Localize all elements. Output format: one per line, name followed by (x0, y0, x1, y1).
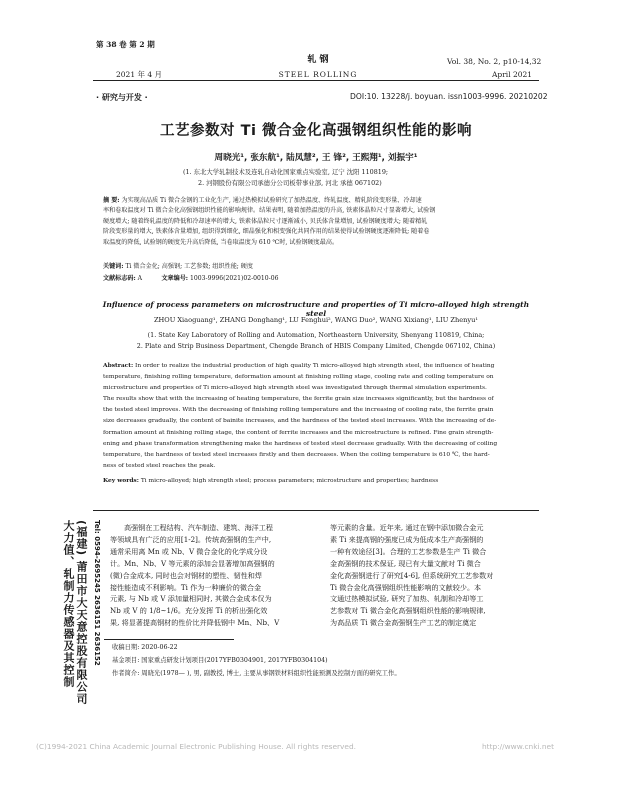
sidebar-advert-line-1: 大力值、轧制力传感器及其控制 (62, 520, 75, 688)
clc-label: 文献标志码: (103, 275, 136, 282)
abstract-cn-line: 为实现高品质 Ti 微合金钢的工业化生产, 通过热模拟试验研究了加热温度、终轧温度、精轧阶段变形量、冷却速 (121, 197, 422, 204)
keywords-en (103, 476, 533, 486)
keywords-en-text: Ti micro-alloyed; high strength steel; process parameters; microstructure and properties; hardness (140, 478, 439, 484)
abstract-divider (93, 510, 539, 511)
journal-title-cn: 轧 钢 (307, 55, 329, 65)
body-line: 为高品质 Ti 微合金高强钢生产工艺的制定奠定 (330, 618, 477, 628)
body-line: 计。Mn、Nb、V 等元素的添加会显著增加高强钢的 (110, 558, 275, 568)
clc-value: A (137, 275, 143, 282)
body-column-right (330, 522, 542, 629)
classification-line (103, 274, 533, 284)
abstract-cn (103, 196, 533, 248)
paper-title-en: Influence of process parameters on microstructure and properties of Ti micro-alloyed high strength steel (102, 300, 530, 318)
body-line: 金化高强钢进行了研究[4-6], 但系统研究工艺参数对 (330, 570, 494, 580)
abstract-en-line: ness of tested steel reaches the peak. (103, 462, 216, 469)
journal-title-en: STEEL ROLLING (278, 70, 358, 79)
article-no-label: 文章编号: (161, 275, 189, 282)
affiliation-cn-2: 2. 河钢股份有限公司承德分公司板带事业部, 河北 承德 067102) (198, 179, 382, 187)
body-line: (微)合金成本, 同时也会对钢材的塑性、韧性和焊 (110, 570, 262, 580)
body-line: 果, 将显著提高钢材的性价比并降低钢中 Mn、Nb、V (110, 618, 280, 628)
header-rule (93, 80, 539, 81)
abstract-en-label: Abstract: (103, 362, 134, 369)
abstract-en (103, 360, 533, 472)
sidebar-advert-line-3: Tel: 0594-2695245 2636151 2636152 (93, 520, 101, 666)
keywords-cn (103, 262, 533, 272)
body-line: 文通过热模拟试验, 研究了加热、轧制和冷却等工 (330, 594, 484, 604)
body-line: 通常采用离 Mn 或 Nb、V 微合金化的化学成分设 (110, 546, 268, 556)
body-line: 高强钢在工程结构、汽车制造、建筑、海洋工程 (124, 523, 273, 532)
volume-issue-cn: 第 38 卷 第 2 期 (96, 40, 155, 49)
body-line: 接性能造成不利影响。Ti 作为一种廉价的微合金 (110, 582, 262, 592)
article-no-value: 1003-9996(2021)02-0010-06 (190, 275, 279, 282)
body-line: Nb 或 V 的 1/8~1/6。充分发挥 Ti 的析出强化效 (110, 606, 268, 616)
paper-title-cn: 工艺参数对 Ti 微合金化高强钢组织性能的影响 (160, 123, 472, 139)
body-line: Ti 微合金化高强钢组织性能影响的文献较少。本 (330, 582, 482, 592)
date-en: April 2021 (492, 70, 533, 79)
body-line: 艺参数对 Ti 微合金化高强钢组织性能的影响规律, (330, 606, 486, 616)
copyright-watermark: (C)1994-2021 China Academic Journal Electronic Publishing House. All rights reserved. (36, 742, 357, 751)
keywords-en-label: Key words: (103, 477, 139, 484)
footnote-received: 收稿日期: 2020-06-22 (112, 644, 178, 651)
authors-cn: 周晓光¹, 张东航¹, 陆凤慧², 王 锋², 王熙翔¹, 刘振宇¹ (214, 153, 418, 163)
affiliation-en-1: (1. State Key Laboratory of Rolling and Automation, Northeastern University, Shenyang 110819, China; (147, 331, 485, 339)
abstract-cn-line: 阶段变形量的增大, 铁素体含量增加, 组织得到细化, 细晶强化和相变强化共同作用的结果使得试验钢硬度逐渐降低; 随着卷 (103, 228, 430, 236)
affiliation-cn-1: (1. 东北大学轧制技术及连轧自动化国家重点实验室, 辽宁 沈阳 110819; (183, 168, 389, 176)
abstract-cn-line: 取温度的降低, 试验钢的硬度先升高后降低, 当卷取温度为 610 ℃时, 试验钢硬度最高。 (103, 238, 339, 246)
abstract-en-line: In order to realize the industrial production of high quality Ti micro-alloyed high strength steel, the influence of heating (135, 363, 495, 369)
section-label: · 研究与开发 · (96, 93, 148, 102)
keywords-cn-label: 关键词: (103, 263, 124, 270)
footnote-funding: 基金项目: 国家重点研发计划项目(2017YFB0304901, 2017YFB0304104) (112, 657, 328, 664)
abstract-en-line: temperature, finishing rolling temperature, deformation amount at finishing rolling stage, cooling rate and coiling temperature on (103, 374, 494, 381)
abstract-en-line: temperature, the hardness of tested steel increases firstly and then decreases. When the coiling temperature is 610 ℃, the hard- (103, 451, 490, 458)
body-line: 素 Ti 来提高钢的强度已成为低成本生产高强钢的 (330, 534, 484, 544)
sidebar-advert-line-2: (福建) 莆田市大天意控股有限公司 (75, 520, 88, 705)
body-line: 金高强钢的技术保证, 现已有大量文献对 Ti 微合 (330, 558, 481, 568)
abstract-cn-line: 硬度增大; 随着终轧温度的降低和冷却速率的增大, 铁素体晶粒尺寸逐渐减小, 贝氏体含量增加, 试验钢硬度增大; 随着精轧 (103, 217, 428, 225)
cnki-url-watermark: http://www.cnki.net (482, 742, 555, 751)
body-line: 元素, 与 Nb 或 V 添加量相同时, 其微合金成本仅为 (110, 594, 272, 604)
doi: DOI:10. 13228/j. boyuan. issn1003-9996. 20210202 (350, 92, 548, 101)
volume-issue-en: Vol. 38, No. 2, p10-14,32 (447, 57, 542, 66)
keywords-cn-text: Ti 微合金化; 高强钢; 工艺参数; 组织性能; 硬度 (125, 263, 253, 270)
date-cn: 2021 年 4 月 (116, 70, 163, 79)
abstract-en-line: ening and phase transformation strengthening make the hardness of tested steel decrease gradually. With the decreasing of coiling (103, 440, 498, 447)
abstract-en-line: The results show that with the increasing of heating temperature, the ferrite grain size increases significantly, but the hardness of (103, 396, 494, 403)
abstract-en-line: microstructure and properties of Ti micro-alloyed high strength steel was investigated through thermal simulation experiments. (103, 385, 487, 392)
abstract-en-line: size decreases gradually, the content of bainite increases, and the hardness of the tested steel increases. With the increasing of de- (103, 418, 497, 425)
body-line: 等元素的含量。近年来, 通过在钢中添加微合金元 (330, 523, 484, 532)
footnote-rule (104, 639, 234, 640)
footnote-author-bio: 作者简介: 周晓光(1978— ), 男, 副教授, 博士, 主要从事钢铁材料组织性能预测及控制方面的研究工作。 (112, 670, 401, 677)
body-column-left (110, 522, 322, 629)
abstract-cn-label: 摘 要: (103, 197, 120, 204)
affiliation-en-2: 2. Plate and Strip Business Department, Chengde Branch of HBIS Company Limited, Chengde 067102, China) (136, 342, 496, 350)
abstract-en-line: formation amount at finishing rolling stage, the content of ferrite increases and the microstructure is refined. Fine grain strength- (103, 429, 494, 436)
sidebar-advert (60, 520, 101, 728)
body-line: 等领域具有广泛的应用[1-2]。传统高强钢的生产中, (110, 534, 272, 544)
abstract-cn-line: 率和卷取温度对 Ti 微合金化高强钢组织性能的影响规律。结果表明, 随着加热温度的升高, 铁素体晶粒尺寸显著增大, 试验钢 (103, 207, 436, 215)
abstract-en-line: the tested steel improves. With the decreasing of finishing rolling temperature and the increasing of cooling rate, the ferrite grain (103, 407, 494, 414)
authors-en: ZHOU Xiaoguang¹, ZHANG Donghang¹, LU Fenghui², WANG Duo², WANG Xixiang¹, LIU Zhenyu¹ (153, 316, 479, 324)
body-line: 一种有效途径[3]。合理的工艺参数是生产 Ti 微合 (330, 546, 487, 556)
